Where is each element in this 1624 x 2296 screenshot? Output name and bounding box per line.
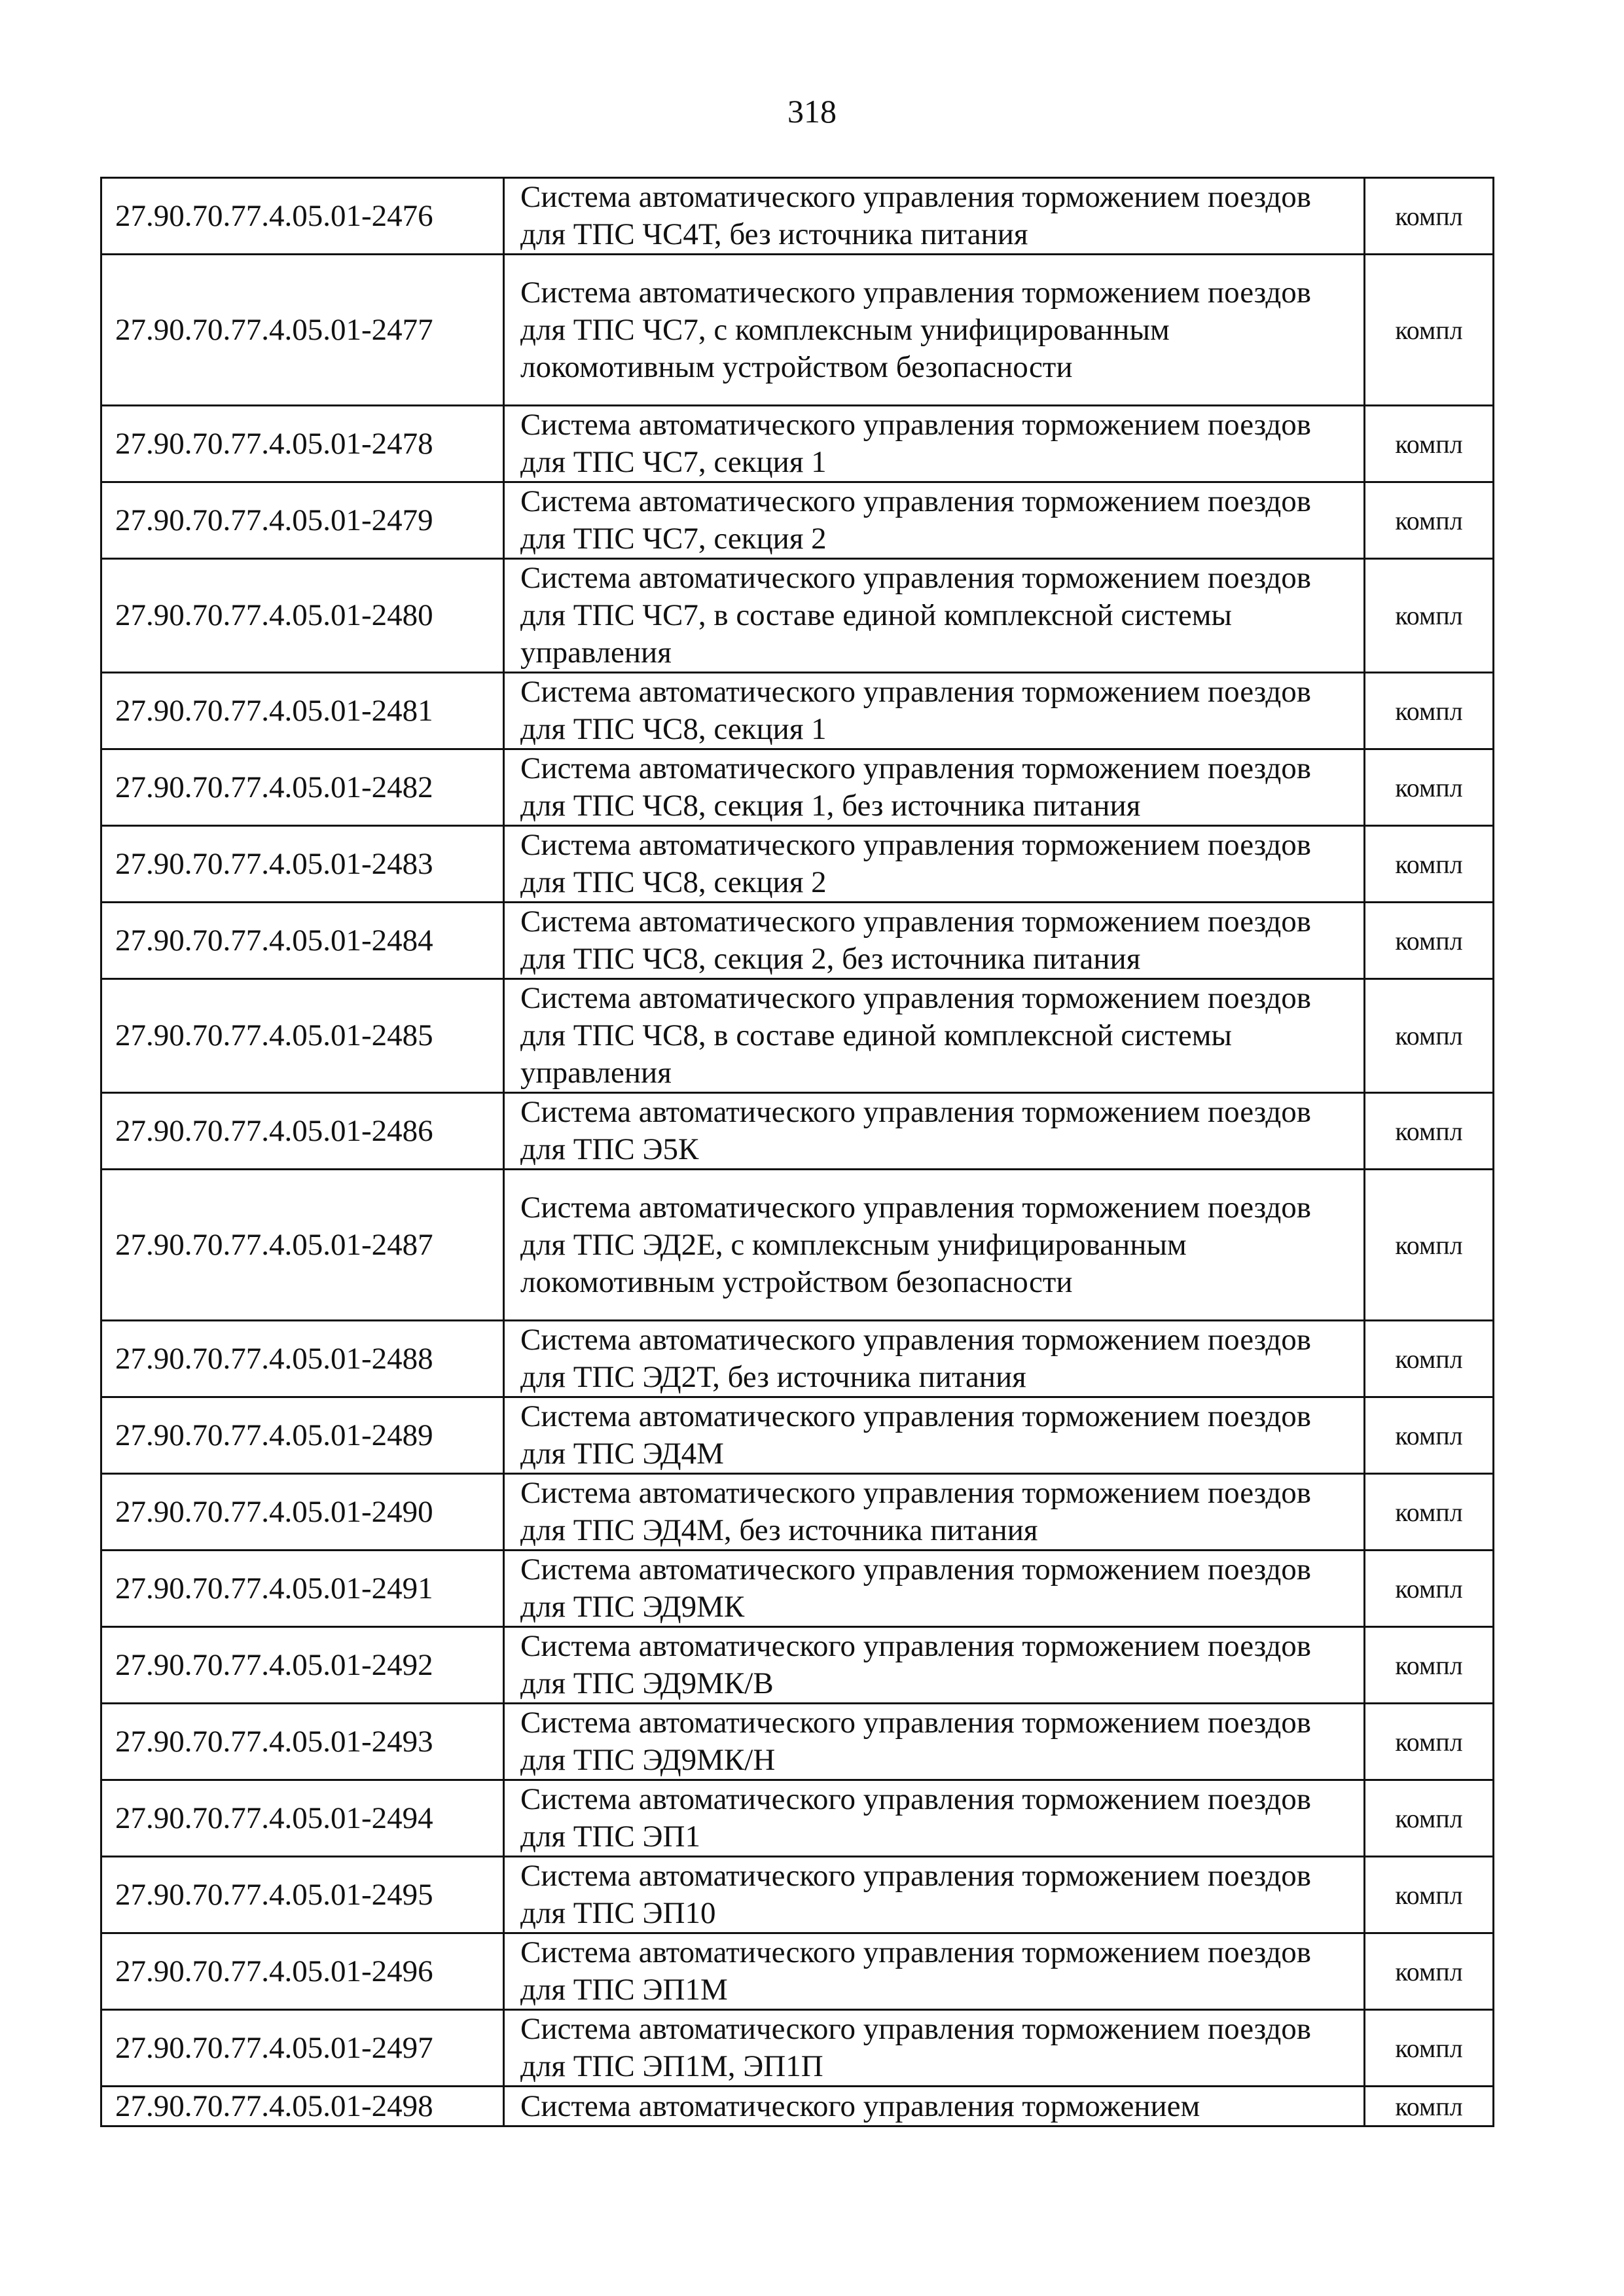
- description-cell: Система автоматического управления торможением поездов для ТПС ЧС4Т, без источника питания: [504, 178, 1365, 255]
- table-row: [101, 1474, 1494, 1551]
- table-row: [101, 1093, 1494, 1170]
- unit-cell: компл: [1365, 979, 1494, 1093]
- description-cell: Система автоматического управления торможением поездов для ТПС ЭП1М: [504, 1933, 1365, 2010]
- description-cell: Система автоматического управления торможением поездов для ТПС ЭД2Е, с комплексным унифицированным локомотивным устройством безопасности: [504, 1170, 1365, 1321]
- description-cell: Система автоматического управления торможением: [504, 2087, 1365, 2126]
- unit-cell: компл: [1365, 559, 1494, 673]
- code-cell: 27.90.70.77.4.05.01-2496: [101, 1933, 504, 2010]
- table-row: [101, 1397, 1494, 1474]
- catalog-table: [100, 177, 1494, 2127]
- unit-cell: компл: [1365, 2010, 1494, 2087]
- unit-cell: компл: [1365, 406, 1494, 482]
- code-cell: 27.90.70.77.4.05.01-2487: [101, 1170, 504, 1321]
- code-cell: 27.90.70.77.4.05.01-2477: [101, 255, 504, 406]
- table-row: [101, 559, 1494, 673]
- table-row: [101, 749, 1494, 826]
- unit-cell: компл: [1365, 1170, 1494, 1321]
- code-cell: 27.90.70.77.4.05.01-2488: [101, 1321, 504, 1397]
- description-cell: Система автоматического управления торможением поездов для ТПС ЧС8, секция 1, без источника питания: [504, 749, 1365, 826]
- unit-cell: компл: [1365, 482, 1494, 559]
- unit-cell: компл: [1365, 1551, 1494, 1627]
- description-cell: Система автоматического управления торможением поездов для ТПС Э5К: [504, 1093, 1365, 1170]
- catalog-table-body: [101, 178, 1494, 2126]
- code-cell: 27.90.70.77.4.05.01-2479: [101, 482, 504, 559]
- description-cell: Система автоматического управления торможением поездов для ТПС ЧС7, с комплексным унифицированным локомотивным устройством безопасности: [504, 255, 1365, 406]
- table-row: [101, 673, 1494, 749]
- unit-cell: компл: [1365, 1093, 1494, 1170]
- unit-cell: компл: [1365, 903, 1494, 979]
- table-row: [101, 826, 1494, 903]
- description-cell: Система автоматического управления торможением поездов для ТПС ЧС8, секция 2, без источника питания: [504, 903, 1365, 979]
- description-cell: Система автоматического управления торможением поездов для ТПС ЭД9МК: [504, 1551, 1365, 1627]
- code-cell: 27.90.70.77.4.05.01-2486: [101, 1093, 504, 1170]
- code-cell: 27.90.70.77.4.05.01-2489: [101, 1397, 504, 1474]
- table-row: [101, 2087, 1494, 2126]
- unit-cell: компл: [1365, 255, 1494, 406]
- description-cell: Система автоматического управления торможением поездов для ТПС ЧС7, в составе единой комплексной системы управления: [504, 559, 1365, 673]
- unit-cell: компл: [1365, 2087, 1494, 2126]
- unit-cell: компл: [1365, 1627, 1494, 1704]
- code-cell: 27.90.70.77.4.05.01-2476: [101, 178, 504, 255]
- unit-cell: компл: [1365, 1704, 1494, 1780]
- code-cell: 27.90.70.77.4.05.01-2491: [101, 1551, 504, 1627]
- unit-cell: компл: [1365, 1397, 1494, 1474]
- table-row: [101, 406, 1494, 482]
- code-cell: 27.90.70.77.4.05.01-2483: [101, 826, 504, 903]
- description-cell: Система автоматического управления торможением поездов для ТПС ЭД9МК/В: [504, 1627, 1365, 1704]
- unit-cell: компл: [1365, 178, 1494, 255]
- table-row: [101, 1933, 1494, 2010]
- code-cell: 27.90.70.77.4.05.01-2481: [101, 673, 504, 749]
- table-row: [101, 1551, 1494, 1627]
- unit-cell: компл: [1365, 826, 1494, 903]
- unit-cell: компл: [1365, 1321, 1494, 1397]
- code-cell: 27.90.70.77.4.05.01-2495: [101, 1857, 504, 1933]
- description-cell: Система автоматического управления торможением поездов для ТПС ЭП1: [504, 1780, 1365, 1857]
- code-cell: 27.90.70.77.4.05.01-2492: [101, 1627, 504, 1704]
- table-row: [101, 2010, 1494, 2087]
- unit-cell: компл: [1365, 749, 1494, 826]
- unit-cell: компл: [1365, 1857, 1494, 1933]
- description-cell: Система автоматического управления торможением поездов для ТПС ЭД4М, без источника питания: [504, 1474, 1365, 1551]
- description-cell: Система автоматического управления торможением поездов для ТПС ЭП10: [504, 1857, 1365, 1933]
- code-cell: 27.90.70.77.4.05.01-2482: [101, 749, 504, 826]
- description-cell: Система автоматического управления торможением поездов для ТПС ЧС7, секция 2: [504, 482, 1365, 559]
- code-cell: 27.90.70.77.4.05.01-2485: [101, 979, 504, 1093]
- page-number: 318: [787, 93, 837, 130]
- table-row: [101, 903, 1494, 979]
- code-cell: 27.90.70.77.4.05.01-2497: [101, 2010, 504, 2087]
- table-row: [101, 1170, 1494, 1321]
- table-row: [101, 178, 1494, 255]
- table-row: [101, 482, 1494, 559]
- description-cell: Система автоматического управления торможением поездов для ТПС ЧС8, в составе единой комплексной системы управления: [504, 979, 1365, 1093]
- table-row: [101, 1857, 1494, 1933]
- description-cell: Система автоматического управления торможением поездов для ТПС ЭД2Т, без источника питания: [504, 1321, 1365, 1397]
- description-cell: Система автоматического управления торможением поездов для ТПС ЭД4М: [504, 1397, 1365, 1474]
- code-cell: 27.90.70.77.4.05.01-2480: [101, 559, 504, 673]
- code-cell: 27.90.70.77.4.05.01-2484: [101, 903, 504, 979]
- description-cell: Система автоматического управления торможением поездов для ТПС ЭП1М, ЭП1П: [504, 2010, 1365, 2087]
- unit-cell: компл: [1365, 1933, 1494, 2010]
- description-cell: Система автоматического управления торможением поездов для ТПС ЧС8, секция 1: [504, 673, 1365, 749]
- code-cell: 27.90.70.77.4.05.01-2494: [101, 1780, 504, 1857]
- table-row: [101, 1780, 1494, 1857]
- description-cell: Система автоматического управления торможением поездов для ТПС ЧС8, секция 2: [504, 826, 1365, 903]
- description-cell: Система автоматического управления торможением поездов для ТПС ЧС7, секция 1: [504, 406, 1365, 482]
- code-cell: 27.90.70.77.4.05.01-2493: [101, 1704, 504, 1780]
- code-cell: 27.90.70.77.4.05.01-2498: [101, 2087, 504, 2126]
- table-row: [101, 1321, 1494, 1397]
- unit-cell: компл: [1365, 1474, 1494, 1551]
- description-cell: Система автоматического управления торможением поездов для ТПС ЭД9МК/Н: [504, 1704, 1365, 1780]
- unit-cell: компл: [1365, 673, 1494, 749]
- table-row: [101, 979, 1494, 1093]
- code-cell: 27.90.70.77.4.05.01-2478: [101, 406, 504, 482]
- code-cell: 27.90.70.77.4.05.01-2490: [101, 1474, 504, 1551]
- table-row: [101, 255, 1494, 406]
- table-row: [101, 1704, 1494, 1780]
- table-row: [101, 1627, 1494, 1704]
- unit-cell: компл: [1365, 1780, 1494, 1857]
